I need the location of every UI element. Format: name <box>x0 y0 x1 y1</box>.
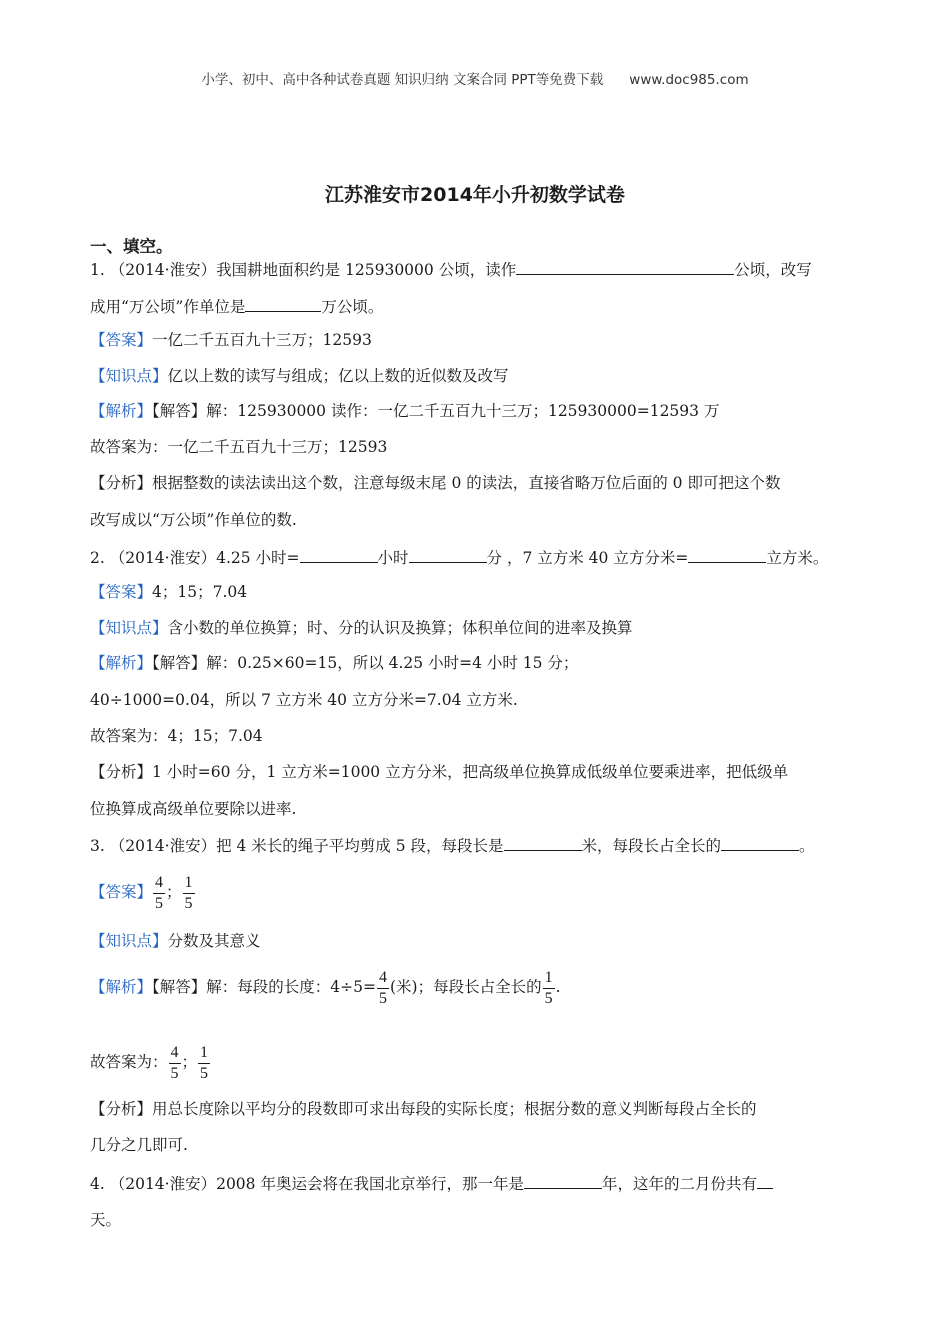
q1-analysis-text: 根据整数的读法读出这个数，注意每级末尾 0 的读法，直接省略万位后面的 0 即可把这个数 <box>152 474 781 492</box>
fraction-numerator: 4 <box>377 968 389 989</box>
knowledge-tag: 【知识点】 <box>90 619 168 637</box>
fraction-numerator: 4 <box>153 873 165 894</box>
q1-answer <box>90 330 372 350</box>
q3-blank-2 <box>721 835 799 851</box>
q2-answer-text: 4；15；7.04 <box>152 583 248 601</box>
knowledge-tag: 【知识点】 <box>90 367 168 385</box>
analysis-tag: 【分析】 <box>90 763 153 781</box>
fraction <box>543 968 555 1009</box>
q1-line2 <box>90 296 383 317</box>
fraction <box>377 968 389 1009</box>
q3-knowledge <box>90 931 261 951</box>
fraction <box>153 873 165 914</box>
q1-knowledge <box>90 366 509 386</box>
q3-analysis-1 <box>90 1099 757 1119</box>
q2-analysis-2: 位换算成高级单位要除以进率. <box>90 800 297 818</box>
fraction-denominator: 5 <box>170 1064 179 1082</box>
fraction-numerator: 1 <box>183 873 195 894</box>
fraction <box>169 1043 181 1084</box>
solve-tag: 【解答】 <box>152 654 207 672</box>
q1-text-c: 成用“万公顷”作单位是 <box>90 298 246 316</box>
q3-knowledge-text: 分数及其意义 <box>167 932 261 950</box>
q1-knowledge-text: 亿以上数的读写与组成；亿以上数的近似数及改写 <box>167 367 509 385</box>
q1-explain <box>90 401 719 421</box>
q3-final-text: 故答案为： <box>90 1053 168 1071</box>
explain-tag: 【解析】 <box>90 978 153 996</box>
document-title: 江苏淮安市2014年小升初数学试卷 <box>325 184 625 206</box>
separator: ； <box>166 883 182 901</box>
q2-text-a: 2. （2014·淮安）4.25 小时= <box>90 549 300 567</box>
separator: ； <box>181 1053 198 1071</box>
q3-solve-text-b: (米)；每段长占全长的 <box>389 978 542 996</box>
q2-final: 故答案为：4；15；7.04 <box>90 727 263 745</box>
fraction-denominator: 5 <box>200 1064 209 1082</box>
analysis-tag: 【分析】 <box>90 474 153 492</box>
q2-text-c: 分 ，7 立方米 40 立方分米= <box>486 549 689 567</box>
q3-solve-text-c: . <box>555 978 561 996</box>
fraction-denominator: 5 <box>184 894 193 912</box>
q2-explain-2: 40÷1000=0.04，所以 7 立方米 40 立方分米=7.04 立方米. <box>90 691 518 709</box>
explain-tag: 【解析】 <box>90 654 153 672</box>
fraction-numerator: 1 <box>543 968 555 989</box>
q2-knowledge-text: 含小数的单位换算；时、分的认识及换算；体积单位间的进率及换算 <box>167 619 633 637</box>
q3-analysis-text: 用总长度除以平均分的段数即可求出每段的实际长度；根据分数的意义判断每段占全长的 <box>152 1100 757 1118</box>
fraction-denominator: 5 <box>155 894 164 912</box>
q1-text-b: 公顷，改写 <box>734 261 812 279</box>
q2-analysis-text: 1 小时=60 分，1 立方米=1000 立方分米，把高级单位换算成低级单位要乘进率，把低级单 <box>152 763 789 781</box>
fraction-numerator: 1 <box>198 1043 210 1064</box>
q4-line1 <box>90 1173 773 1194</box>
q1-analysis-1 <box>90 473 780 493</box>
answer-tag: 【答案】 <box>90 883 153 901</box>
q1-blank-1 <box>516 259 734 275</box>
q1-blank-2 <box>245 296 321 312</box>
q3-line1 <box>90 835 815 856</box>
q3-solve-text-a: 解：每段的长度：4÷5= <box>206 978 376 996</box>
fraction-denominator: 5 <box>544 989 553 1007</box>
q2-blank-1 <box>300 547 378 563</box>
q1-answer-text: 一亿二千五百九十三万；12593 <box>152 331 372 349</box>
answer-tag: 【答案】 <box>90 583 153 601</box>
fraction-denominator: 5 <box>378 989 387 1007</box>
q2-blank-3 <box>688 547 766 563</box>
q1-solve-text: 解：125930000 读作：一亿二千五百九十三万；125930000=12593 万 <box>206 402 720 420</box>
q1-line1 <box>90 259 812 280</box>
q3-text-b: 米，每段长占全长的 <box>581 837 722 855</box>
q4-blank-2 <box>757 1173 773 1189</box>
fraction-numerator: 4 <box>169 1043 181 1064</box>
fraction <box>183 873 195 914</box>
q2-solve-text: 解：0.25×60=15，所以 4.25 小时=4 小时 15 分； <box>206 654 579 672</box>
q4-blank-1 <box>524 1173 602 1189</box>
q3-explain <box>90 965 561 1009</box>
q3-text-c: 。 <box>799 837 815 855</box>
analysis-tag: 【分析】 <box>90 1100 153 1118</box>
q2-answer <box>90 582 247 602</box>
q2-blank-2 <box>409 547 487 563</box>
solve-tag: 【解答】 <box>152 978 207 996</box>
header-url[interactable]: www.doc985.com <box>629 72 749 88</box>
q2-line1 <box>90 547 828 568</box>
q2-knowledge <box>90 618 633 638</box>
q3-analysis-2: 几分之几即可. <box>90 1136 188 1154</box>
q1-text-a: 1. （2014·淮安）我国耕地面积约是 125930000 公顷，读作 <box>90 261 517 279</box>
page-header <box>0 68 950 88</box>
q2-text-b: 小时 <box>377 549 409 567</box>
q1-analysis-2: 改写成以“万公顷”作单位的数. <box>90 511 297 529</box>
q2-explain <box>90 653 578 673</box>
q3-blank-1 <box>504 835 582 851</box>
header-text: 小学、初中、高中各种试卷真题 知识归纳 文案合同 PPT等免费下载 <box>201 72 604 88</box>
q4-line2: 天。 <box>90 1211 122 1229</box>
section-heading: 一、填空。 <box>90 237 173 256</box>
explain-tag: 【解析】 <box>90 402 153 420</box>
fraction <box>198 1043 210 1084</box>
q1-final: 故答案为：一亿二千五百九十三万；12593 <box>90 438 388 456</box>
q1-text-d: 万公顷。 <box>321 298 384 316</box>
solve-tag: 【解答】 <box>152 402 207 420</box>
q2-analysis-1 <box>90 762 788 782</box>
q3-answer <box>90 870 196 914</box>
knowledge-tag: 【知识点】 <box>90 932 168 950</box>
answer-tag: 【答案】 <box>90 331 153 349</box>
q3-final <box>90 1040 211 1084</box>
q4-text-a: 4. （2014·淮安）2008 年奥运会将在我国北京举行，那一年是 <box>90 1175 524 1193</box>
q2-text-d: 立方米。 <box>766 549 829 567</box>
q3-text-a: 3. （2014·淮安）把 4 米长的绳子平均剪成 5 段，每段长是 <box>90 837 504 855</box>
q4-text-b: 年，这年的二月份共有 <box>601 1175 757 1193</box>
